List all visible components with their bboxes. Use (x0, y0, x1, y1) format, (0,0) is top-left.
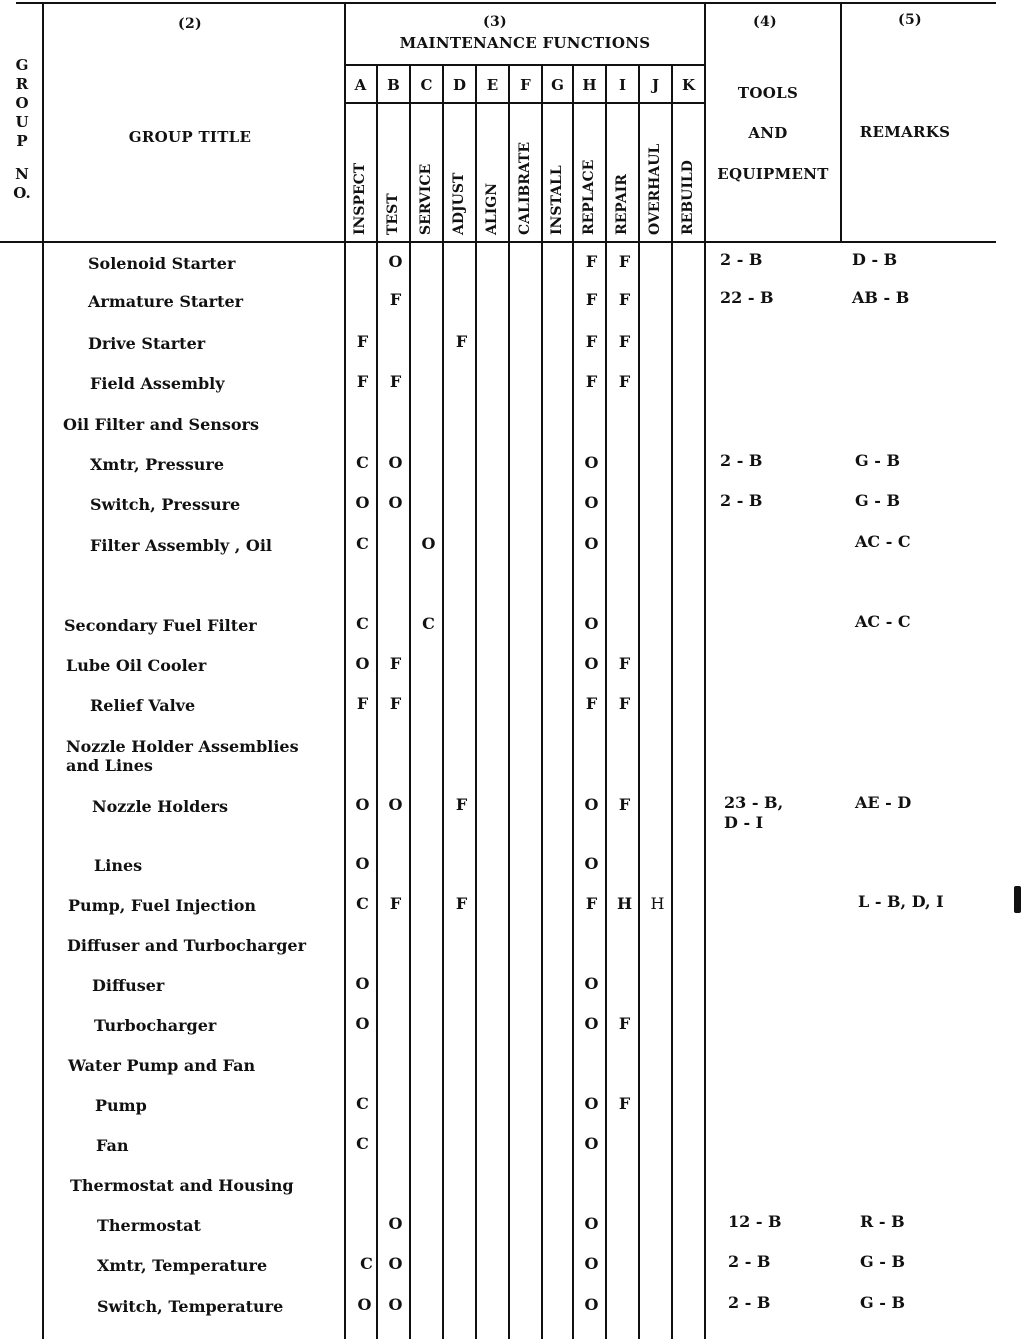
group-no-letter: O (15, 94, 29, 112)
function-mark-repair: F (618, 252, 631, 271)
function-name-repair: REPAIR (613, 174, 630, 235)
remarks: AE - D (855, 793, 912, 812)
function-mark-inspect: O (355, 493, 370, 512)
remarks: AB - B (852, 288, 910, 307)
tools-equipment: 23 - B, D - I (724, 793, 784, 832)
function-mark-replace: O (584, 1014, 599, 1033)
function-mark-adjust: F (455, 894, 468, 913)
function-mark-replace: F (585, 252, 598, 271)
function-mark-inspect: C (356, 534, 369, 553)
function-mark-replace: O (584, 493, 599, 512)
group-title: Fan (96, 1136, 129, 1155)
group-title: Armature Starter (88, 292, 244, 311)
function-name-replace: REPLACE (580, 159, 597, 235)
function-mark-service: O (421, 534, 436, 553)
function-mark-test: O (388, 1254, 403, 1273)
function-mark-replace: F (585, 290, 598, 309)
tools-equipment: 2 - B (728, 1252, 771, 1271)
function-mark-inspect: F (356, 694, 369, 713)
col5-number: (5) (898, 12, 922, 28)
function-mark-repair: F (618, 694, 631, 713)
group-title: Pump, Fuel Injection (68, 896, 257, 915)
group-title: Diffuser and Turbocharger (67, 936, 306, 955)
function-mark-test: F (389, 290, 402, 309)
remarks: R - B (860, 1212, 905, 1231)
function-mark-test: F (389, 372, 402, 391)
remarks: G - B (860, 1293, 905, 1312)
function-mark-adjust: F (455, 795, 468, 814)
function-name-overhaul: OVERHAUL (646, 143, 663, 235)
function-mark-repair: F (618, 1014, 631, 1033)
group-no-letter: R (15, 75, 29, 93)
margin-mark (1014, 886, 1021, 913)
function-letter-d: D (452, 76, 466, 94)
group-title: Drive Starter (88, 334, 206, 353)
tools-equipment: 12 - B (728, 1212, 782, 1231)
group-title: Relief Valve (90, 696, 196, 715)
group-title: Thermostat (97, 1216, 201, 1235)
remarks: G - B (855, 491, 900, 510)
group-column-divider (42, 4, 44, 1339)
group-no-letter: N (15, 165, 29, 183)
group-title: Lube Oil Cooler (66, 656, 207, 675)
function-mark-test: F (389, 894, 402, 913)
group-title: Pump (95, 1096, 147, 1115)
function-mark-replace: O (584, 1295, 599, 1314)
function-letter-c: C (420, 76, 433, 94)
function-mark-adjust: F (455, 332, 468, 351)
group-title: Field Assembly (90, 374, 225, 393)
group-no-letter: O. (13, 184, 31, 202)
function-mark-repair: F (618, 1094, 631, 1113)
function-name-service: SERVICE (417, 163, 434, 235)
function-mark-replace: O (584, 654, 599, 673)
group-title: Secondary Fuel Filter (64, 616, 257, 635)
group-title: Switch, Temperature (97, 1297, 284, 1316)
function-name-rebuild: REBUILD (679, 160, 696, 235)
function-mark-repair: F (618, 372, 631, 391)
function-mark-repair: F (618, 795, 631, 814)
table-top-rule (16, 2, 996, 4)
function-letter-i: I (618, 76, 627, 94)
group-title: Nozzle Holder Assemblies and Lines (66, 737, 299, 775)
header-bottom-rule (0, 241, 996, 243)
function-mark-inspect: C (360, 1254, 373, 1273)
function-letter-e: E (486, 76, 499, 94)
group-title: Solenoid Starter (88, 254, 236, 273)
function-column-divider (671, 66, 673, 1339)
function-mark-inspect: O (355, 854, 370, 873)
function-mark-inspect: O (355, 654, 370, 673)
tools-equipment: 2 - B (720, 451, 763, 470)
function-mark-inspect: C (356, 1094, 369, 1113)
remarks: G - B (860, 1252, 905, 1271)
remarks-column-divider (840, 4, 842, 243)
function-mark-replace: O (584, 1254, 599, 1273)
col4-number: (4) (753, 14, 777, 30)
group-title: Switch, Pressure (90, 495, 241, 514)
function-mark-test: O (388, 453, 403, 472)
tools-equipment: 2 - B (728, 1293, 771, 1312)
functions-title-rule (344, 64, 705, 66)
col3-title: MAINTENANCE FUNCTIONS (399, 34, 651, 52)
function-mark-replace: O (584, 1094, 599, 1113)
group-title: Lines (94, 856, 143, 875)
tools-equipment: 2 - B (720, 491, 763, 510)
remarks: D - B (852, 250, 898, 269)
function-mark-inspect: C (356, 1134, 369, 1153)
function-mark-test: O (388, 493, 403, 512)
function-mark-replace: O (584, 795, 599, 814)
function-letter-rule (344, 102, 705, 104)
function-mark-inspect: C (356, 614, 369, 633)
group-title: Diffuser (92, 976, 165, 995)
tools-column-divider (704, 4, 706, 1339)
function-name-calibrate: CALIBRATE (516, 141, 533, 235)
remarks: L - B, D, I (858, 892, 944, 911)
group-no-letter: P (16, 132, 28, 150)
function-letter-k: K (681, 76, 696, 94)
function-mark-test: O (388, 1295, 403, 1314)
function-column-divider (572, 66, 574, 1339)
col4-line3: EQUIPMENT (717, 165, 829, 183)
function-name-align: ALIGN (483, 182, 500, 235)
function-name-install: INSTALL (548, 165, 565, 235)
function-mark-repair: F (618, 290, 631, 309)
group-title: Nozzle Holders (92, 797, 228, 816)
title-column-divider (344, 4, 346, 1339)
function-mark-replace: F (585, 332, 598, 351)
function-mark-repair: H (616, 894, 633, 913)
col4-line2: AND (748, 124, 788, 142)
remarks: AC - C (855, 532, 911, 551)
tools-equipment: 2 - B (720, 250, 763, 269)
function-mark-replace: O (584, 854, 599, 873)
group-title: Turbocharger (94, 1016, 217, 1035)
group-title: Water Pump and Fan (68, 1056, 256, 1075)
function-mark-test: F (389, 654, 402, 673)
function-mark-inspect: F (356, 332, 369, 351)
function-column-divider (442, 66, 444, 1339)
function-mark-service: C (422, 614, 435, 633)
function-mark-replace: O (584, 534, 599, 553)
function-mark-repair: F (618, 654, 631, 673)
function-name-adjust: ADJUST (450, 172, 467, 235)
function-letter-h: H (582, 76, 597, 94)
group-no-letter: G (15, 56, 29, 74)
function-letter-b: B (387, 76, 400, 94)
group-title: Oil Filter and Sensors (63, 415, 259, 434)
function-mark-replace: O (584, 1214, 599, 1233)
col4-line1: TOOLS (737, 84, 799, 102)
function-mark-inspect: O (355, 795, 370, 814)
function-mark-inspect: C (356, 453, 369, 472)
function-letter-j: J (651, 76, 660, 94)
function-mark-inspect: F (356, 372, 369, 391)
group-no-letter: U (15, 113, 29, 131)
function-mark-inspect: C (356, 894, 369, 913)
group-title: Xmtr, Temperature (97, 1256, 268, 1275)
function-column-divider (475, 66, 477, 1339)
function-mark-test: O (388, 252, 403, 271)
col5-title: REMARKS (859, 123, 951, 141)
function-mark-repair: F (618, 332, 631, 351)
function-letter-g: G (551, 76, 564, 94)
group-title: Xmtr, Pressure (90, 455, 225, 474)
function-mark-replace: O (584, 614, 599, 633)
tools-equipment: 22 - B (720, 288, 774, 307)
function-mark-test: F (389, 694, 402, 713)
group-title: Thermostat and Housing (70, 1176, 294, 1195)
col2-title: GROUP TITLE (128, 128, 252, 146)
function-mark-replace: F (585, 372, 598, 391)
remarks: G - B (855, 451, 900, 470)
function-column-divider (541, 66, 543, 1339)
remarks: AC - C (855, 612, 911, 631)
function-mark-overhaul: H (650, 894, 665, 913)
function-letter-a: A (354, 76, 367, 94)
function-mark-replace: F (585, 894, 598, 913)
function-mark-test: O (388, 795, 403, 814)
function-mark-inspect: O (355, 1014, 370, 1033)
function-mark-inspect: O (357, 1295, 372, 1314)
col3-number: (3) (483, 14, 507, 30)
function-mark-replace: O (584, 453, 599, 472)
group-no-label (8, 56, 36, 203)
function-name-test: TEST (384, 193, 401, 235)
function-mark-test: O (388, 1214, 403, 1233)
function-column-divider (508, 66, 510, 1339)
col2-number: (2) (178, 16, 202, 32)
function-mark-replace: O (584, 1134, 599, 1153)
group-title: Filter Assembly , Oil (90, 536, 272, 555)
function-mark-replace: O (584, 974, 599, 993)
function-letter-f: F (520, 76, 531, 94)
function-name-inspect: INSPECT (351, 162, 368, 235)
function-mark-inspect: O (355, 974, 370, 993)
function-mark-replace: F (585, 694, 598, 713)
